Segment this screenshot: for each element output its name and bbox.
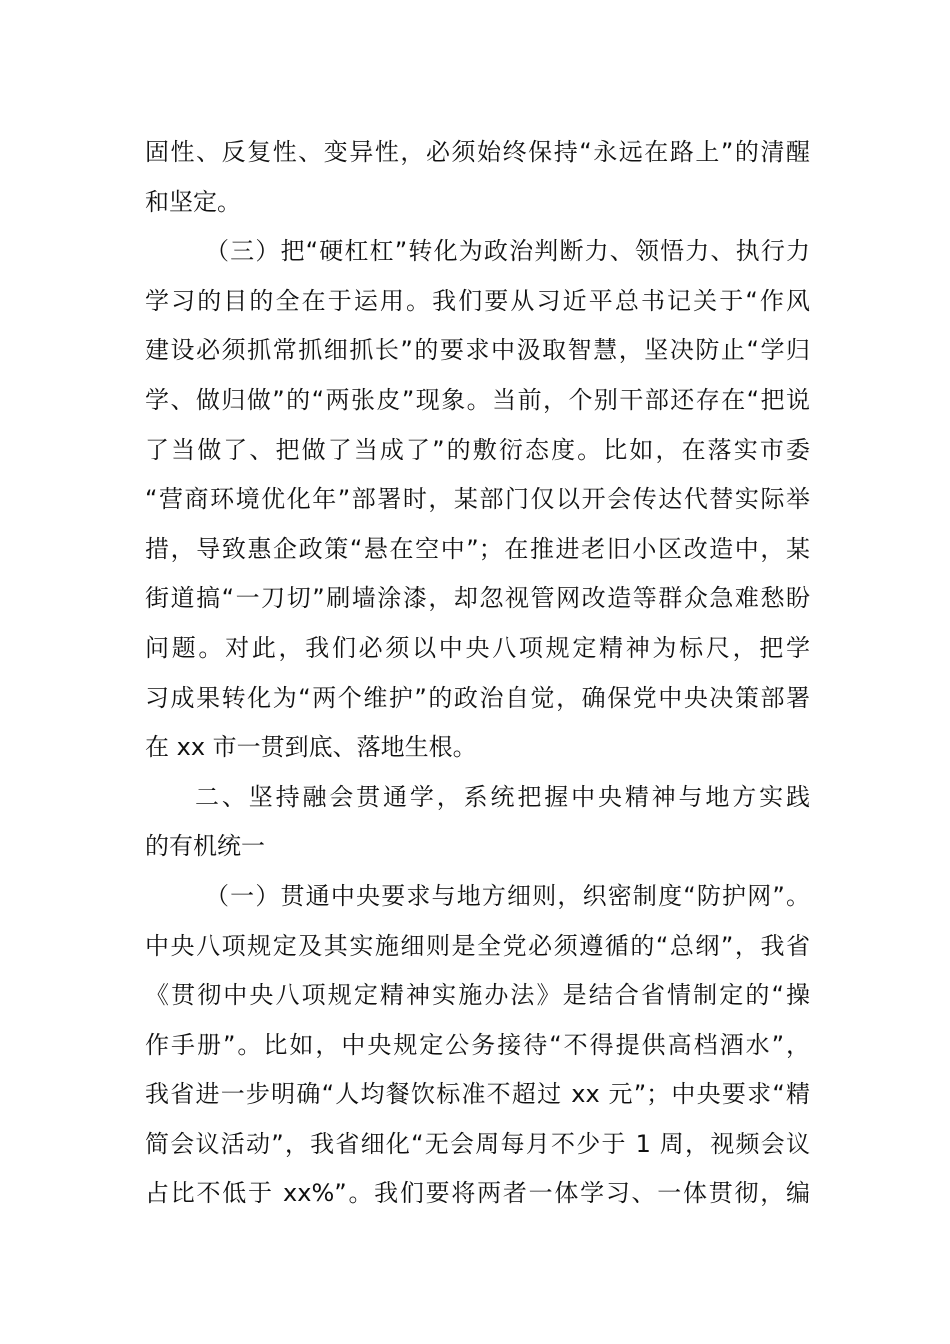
text-line: 了当做了、把做了当成了”的敷衍态度。比如，在落实市委 [145, 435, 810, 464]
text-line: 简会议活动”，我省细化“无会周每月不少于 1 周，视频会议 [145, 1129, 810, 1158]
text-line: 占比不低于 xx%”。我们要将两者一体学习、一体贯彻，编 [145, 1179, 810, 1208]
text-line: 和坚定。 [145, 187, 241, 216]
text-line: 习成果转化为“两个维护”的政治自觉，确保党中央决策部署 [145, 683, 810, 712]
text-line: 问题。对此，我们必须以中央八项规定精神为标尺，把学 [145, 633, 810, 662]
text-line: 我省进一步明确“人均餐饮标准不超过 xx 元”；中央要求“精 [145, 1080, 810, 1109]
text-line: 作手册”。比如，中央规定公务接待“不得提供高档酒水”， [145, 1030, 810, 1059]
subheading-three: （三）把“硬杠杠”转化为政治判断力、领悟力、执行力 [205, 237, 810, 266]
text-line: 《贯彻中央八项规定精神实施办法》是结合省情制定的“操 [145, 981, 810, 1010]
document-body [145, 128, 810, 1219]
section-heading-two: 二、坚持融会贯通学，系统把握中央精神与地方实践 [195, 782, 810, 811]
text-line: 建设必须抓常抓细抓长”的要求中汲取智慧，坚决防止“学归 [145, 336, 810, 365]
text-line: “营商环境优化年”部署时，某部门仅以开会传达代替实际举 [145, 485, 810, 514]
text-line: 固性、反复性、变异性，必须始终保持“永远在路上”的清醒 [145, 138, 810, 166]
text-line: 在 xx 市一贯到底、落地生根。 [145, 733, 477, 762]
subheading-one: （一）贯通中央要求与地方细则，织密制度“防护网”。 [205, 881, 810, 910]
text-line: 街道搞“一刀切”刷墙涂漆，却忽视管网改造等群众急难愁盼 [145, 584, 810, 613]
text-line: 措，导致惠企政策“悬在空中”；在推进老旧小区改造中，某 [145, 534, 810, 563]
text-line: 学、做归做”的“两张皮”现象。当前，个别干部还存在“把说 [145, 385, 810, 414]
section-heading-two-cont: 的有机统一 [145, 832, 265, 861]
text-line: 中央八项规定及其实施细则是全党必须遵循的“总纲”，我省 [145, 931, 810, 960]
text-line: 学习的目的全在于运用。我们要从习近平总书记关于“作风 [145, 286, 810, 315]
